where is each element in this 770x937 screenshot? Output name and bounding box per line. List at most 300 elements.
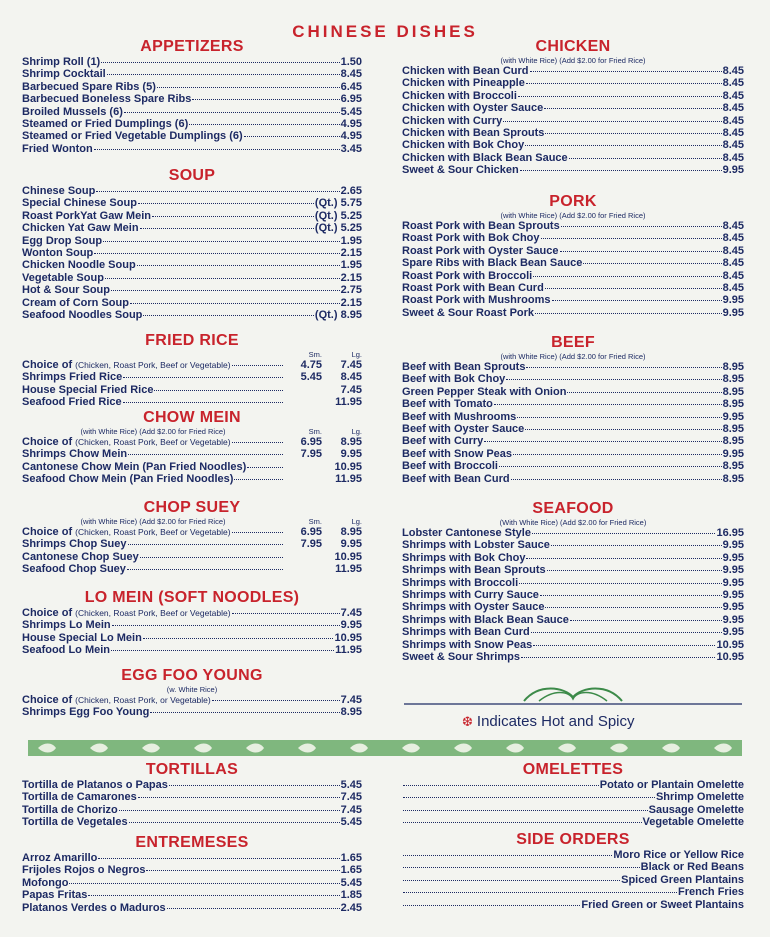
item-name: Sweet & Sour Shrimps <box>402 650 520 663</box>
leader-dots <box>98 850 339 859</box>
section-omelettes <box>402 761 744 829</box>
item-price: 9.95 <box>722 601 744 614</box>
item-name: Roast Pork with Broccoli <box>402 269 533 282</box>
leader-dots <box>119 802 340 811</box>
item-name: Shrimps Chow Mein <box>22 448 128 461</box>
leader-dots <box>143 307 314 316</box>
item-name: Shrimps Fried Rice <box>22 371 123 384</box>
section-note: (with White Rice) (Add $2.00 for Fried Rice) <box>80 427 226 436</box>
leader-dots <box>140 220 314 229</box>
leader-dots <box>112 617 340 626</box>
item-price: 7.45 <box>340 607 362 619</box>
leader-dots <box>128 536 283 545</box>
leader-dots <box>494 396 722 405</box>
leader-dots <box>128 446 283 455</box>
leader-dots <box>545 280 722 289</box>
item-price-large: 10.95 <box>334 460 362 473</box>
item-name: Beef with Tomato <box>402 398 493 411</box>
leader-dots <box>94 245 339 254</box>
section-title: ENTREMESES <box>135 834 249 851</box>
item-price: 7.45 <box>340 791 362 804</box>
section-title: CHOW MEIN <box>143 409 241 426</box>
item-list <box>402 779 744 829</box>
leader-dots <box>244 128 340 137</box>
item-list <box>402 65 744 177</box>
leader-dots <box>103 233 340 242</box>
item-price: 8.95 <box>722 398 744 411</box>
item-price: 10.95 <box>334 631 362 644</box>
leader-dots <box>94 141 340 150</box>
item-price: 8.95 <box>722 385 744 398</box>
item-price-large: 10.95 <box>334 550 362 563</box>
item-name: Chinese Soup <box>22 185 96 197</box>
leader-dots <box>403 814 642 823</box>
item-price-small: 6.95 <box>300 436 322 448</box>
item-price: 5.45 <box>340 816 362 829</box>
menu-item <box>22 448 362 460</box>
item-price: 10.95 <box>716 638 744 651</box>
leader-dots <box>403 859 640 868</box>
leader-dots <box>403 884 677 893</box>
item-name: Beef with Bok Choy <box>402 373 506 386</box>
leader-dots <box>484 433 721 442</box>
leader-dots <box>127 561 283 570</box>
leader-dots <box>583 255 721 264</box>
leader-dots <box>167 900 340 909</box>
item-price-large: 9.95 <box>340 538 362 551</box>
small-header: Sm. <box>308 350 322 359</box>
section-title: APPETIZERS <box>140 38 244 55</box>
menu-item <box>22 396 362 408</box>
hot-spicy-legend <box>462 713 635 730</box>
leaf-pattern <box>28 740 742 756</box>
item-name: Fried Wonton <box>22 142 93 155</box>
leader-dots <box>499 458 722 467</box>
item-name: Egg Drop Soup <box>22 234 103 247</box>
item-price: 8.45 <box>722 139 744 152</box>
item-price-small: 5.45 <box>300 371 322 384</box>
item-price: 9.95 <box>722 576 744 589</box>
ornament-divider <box>404 677 742 709</box>
item-name: Shrimps with Bean Sprouts <box>402 564 546 577</box>
section-title: SEAFOOD <box>532 500 614 517</box>
item-price: (Qt.) 8.95 <box>314 308 362 321</box>
leader-dots <box>513 446 722 455</box>
item-name: Seafood Lo Mein <box>22 644 110 657</box>
leader-dots <box>154 382 283 391</box>
item-price: 4.95 <box>340 130 362 143</box>
item-name: Papas Fritas <box>22 889 88 902</box>
item-price: 8.95 <box>722 422 744 435</box>
item-price: 8.45 <box>340 68 362 81</box>
item-price: 6.45 <box>340 80 362 93</box>
leader-dots <box>232 434 283 443</box>
leader-dots <box>247 459 283 468</box>
leader-dots <box>551 537 722 546</box>
small-header: Sm. <box>308 427 322 436</box>
hot-pepper-icon: ❆ <box>462 714 473 729</box>
leader-dots <box>552 292 722 301</box>
item-name: Green Pepper Steak with Onion <box>402 385 567 398</box>
item-list <box>22 694 362 719</box>
leader-dots <box>96 183 339 192</box>
menu-item <box>402 164 744 176</box>
section-chow-mein <box>22 409 362 486</box>
item-price: 8.45 <box>722 65 744 77</box>
item-name: Broiled Mussels (6) <box>22 105 123 118</box>
item-name: Roast Pork with Mushrooms <box>402 294 551 307</box>
item-price: 9.95 <box>722 564 744 577</box>
item-list <box>22 359 362 409</box>
item-name: Lobster Cantonese Style <box>402 527 531 539</box>
item-price-small: 6.95 <box>300 526 322 538</box>
item-list <box>402 361 744 485</box>
item-price-large: 7.45 <box>340 383 362 396</box>
item-name: Hot & Sour Soup <box>22 284 110 297</box>
item-list <box>22 607 362 657</box>
leader-dots <box>567 384 721 393</box>
leader-dots <box>232 357 283 366</box>
item-list <box>22 852 362 914</box>
item-name: Choice of <box>22 526 73 538</box>
section-title: SIDE ORDERS <box>516 831 630 848</box>
item-name: Arroz Amarillo <box>22 852 98 864</box>
item-price: 6.95 <box>340 93 362 106</box>
section-note: (With White Rice) (Add $2.00 for Fried Rice) <box>499 518 647 527</box>
item-name: Seafood Fried Rice <box>22 396 122 409</box>
menu-item <box>22 706 362 718</box>
item-price: 1.50 <box>340 56 362 68</box>
item-price: 7.45 <box>340 694 362 706</box>
item-price: 9.95 <box>340 619 362 632</box>
leader-dots <box>130 295 340 304</box>
leader-dots <box>570 612 722 621</box>
item-price: 8.45 <box>722 89 744 102</box>
leader-dots <box>403 777 599 786</box>
section-side-orders <box>402 831 744 911</box>
item-price: 8.45 <box>722 77 744 90</box>
item-name: Cantonese Chow Mein (Pan Fried Noodles) <box>22 460 247 473</box>
item-price: 2.65 <box>340 185 362 197</box>
item-name: Moro Rice or Yellow Rice <box>613 849 744 861</box>
item-name: Steamed or Fried Vegetable Dumplings (6) <box>22 130 243 143</box>
item-name: Shrimps with Curry Sauce <box>402 588 539 601</box>
item-price: 1.65 <box>340 852 362 864</box>
section-title: SOUP <box>168 167 216 184</box>
section-title: TORTILLAS <box>145 761 239 778</box>
item-price: 1.85 <box>340 889 362 902</box>
leader-dots <box>517 409 721 418</box>
leader-dots <box>143 630 334 639</box>
section-lo-mein <box>22 589 362 657</box>
menu-item <box>22 309 362 321</box>
item-name: Chicken with Bean Curd <box>402 65 529 77</box>
item-name: Chicken with Bean Sprouts <box>402 126 545 139</box>
item-name: Shrimps with Oyster Sauce <box>402 601 545 614</box>
item-price: 8.45 <box>722 114 744 127</box>
leader-dots <box>506 371 721 380</box>
section-title: PORK <box>549 193 597 210</box>
leader-dots <box>111 642 334 651</box>
page-title: CHINESE DISHES <box>292 22 478 41</box>
item-name: Shrimps with Broccoli <box>402 576 519 589</box>
item-price-large: 9.95 <box>340 448 362 461</box>
leader-dots <box>545 125 721 134</box>
item-name: Vegetable Omelette <box>642 816 744 829</box>
item-price-large: 8.45 <box>340 371 362 384</box>
item-name: Beef with Oyster Sauce <box>402 422 525 435</box>
leader-dots <box>518 88 722 97</box>
section-egg-foo-young <box>22 667 362 719</box>
item-price: 8.45 <box>722 244 744 257</box>
section-appetizers <box>22 38 362 155</box>
leader-dots <box>152 208 314 217</box>
small-header: Sm. <box>308 517 322 526</box>
item-price: 1.65 <box>340 864 362 877</box>
item-price: 2.15 <box>340 296 362 309</box>
item-price-large: 8.95 <box>340 526 362 538</box>
item-price: 8.45 <box>722 232 744 245</box>
item-name: Spiced Green Plantains <box>621 873 744 886</box>
large-header: Lg. <box>351 517 362 526</box>
item-name: Beef with Broccoli <box>402 460 498 473</box>
leader-dots <box>525 137 721 146</box>
item-list <box>402 849 744 911</box>
leader-dots <box>526 75 722 84</box>
leader-dots <box>526 550 721 559</box>
item-list <box>22 185 362 321</box>
item-name: Seafood Chow Mein (Pan Fried Noodles) <box>22 473 234 486</box>
item-name: Tortilla de Platanos o Papas <box>22 779 168 791</box>
item-list <box>22 56 362 155</box>
leader-dots <box>560 243 722 252</box>
menu-item <box>402 307 744 319</box>
menu-item <box>22 902 362 914</box>
leader-dots <box>561 218 722 227</box>
item-name: Shrimp Cocktail <box>22 68 106 81</box>
section-pork <box>402 193 744 319</box>
leader-dots <box>234 471 283 480</box>
item-price: 5.45 <box>340 105 362 118</box>
item-price: (Qt.) 5.25 <box>314 209 362 222</box>
item-price: 8.45 <box>722 269 744 282</box>
item-price: 16.95 <box>716 527 744 539</box>
item-price: 8.45 <box>722 220 744 232</box>
item-price: 5.45 <box>340 779 362 791</box>
item-price: 8.45 <box>722 102 744 115</box>
item-name: Sweet & Sour Chicken <box>402 164 519 177</box>
item-note: (Chicken, Roast Pork, Beef or Vegetable) <box>75 608 231 618</box>
item-price: 8.95 <box>722 373 744 386</box>
leader-dots <box>403 802 648 811</box>
leader-dots <box>533 637 715 646</box>
leader-dots <box>232 605 340 614</box>
leader-dots <box>138 789 340 798</box>
leader-dots <box>138 195 314 204</box>
leader-dots <box>544 100 721 109</box>
large-header: Lg. <box>351 350 362 359</box>
leader-dots <box>503 113 721 122</box>
item-name: Roast Pork with Bean Curd <box>402 281 544 294</box>
leader-dots <box>111 282 340 291</box>
item-note: (Chicken, Roast Pork, or Vegetable) <box>75 695 211 705</box>
section-seafood <box>402 500 744 663</box>
section-title: BEEF <box>551 334 595 351</box>
leader-dots <box>525 421 721 430</box>
leader-dots <box>533 268 721 277</box>
item-name: Choice of <box>22 607 73 619</box>
item-name: Roast Pork with Bean Sprouts <box>402 220 560 232</box>
section-note: (with White Rice) (Add $2.00 for Fried Rice) <box>500 56 646 65</box>
item-name: Shrimps with Bean Curd <box>402 626 530 639</box>
leader-dots <box>521 649 715 658</box>
item-price: 9.95 <box>722 539 744 552</box>
item-price: 9.95 <box>722 164 744 177</box>
item-price: 2.15 <box>340 271 362 284</box>
item-price: 2.45 <box>340 901 362 914</box>
section-chicken <box>402 38 744 177</box>
item-name: Tortilla de Camarones <box>22 791 137 804</box>
item-name: Barbecued Boneless Spare Ribs <box>22 93 192 106</box>
leader-dots <box>129 814 340 823</box>
item-name: Chicken Yat Gaw Mein <box>22 222 139 235</box>
item-price: (Qt.) 5.75 <box>314 197 362 210</box>
item-price: 11.95 <box>335 644 362 657</box>
item-name: Sweet & Sour Roast Pork <box>402 306 535 319</box>
item-name: Shrimps Lo Mein <box>22 619 111 632</box>
item-name: Beef with Curry <box>402 435 484 448</box>
item-price: 8.95 <box>722 435 744 448</box>
item-name: Chicken with Broccoli <box>402 89 517 102</box>
item-price: 9.95 <box>722 626 744 639</box>
menu-item <box>22 143 362 155</box>
size-header <box>22 350 362 359</box>
section-title: CHOP SUEY <box>143 499 241 516</box>
item-name: Platanos Verdes o Maduros <box>22 901 166 914</box>
item-price: 1.95 <box>340 259 362 272</box>
item-list <box>402 220 744 319</box>
item-price: (Qt.) 5.25 <box>314 222 362 235</box>
leader-dots <box>569 150 722 159</box>
item-name: Chicken with Curry <box>402 114 503 127</box>
section-soup <box>22 167 362 321</box>
item-price: 1.95 <box>340 234 362 247</box>
item-name: Cantonese Chop Suey <box>22 550 139 563</box>
item-name: Shrimp Omelette <box>655 791 744 804</box>
item-price: 8.45 <box>722 151 744 164</box>
section-note: (with White Rice) (Add $2.00 for Fried Rice) <box>500 211 646 220</box>
leader-dots <box>140 549 283 558</box>
item-name: Spare Ribs with Black Bean Sauce <box>402 257 583 270</box>
leader-dots <box>157 79 340 88</box>
section-fried-rice <box>22 332 362 409</box>
leader-dots <box>124 104 340 113</box>
leader-dots <box>520 162 722 171</box>
leader-dots <box>101 54 339 63</box>
item-price: 3.45 <box>340 142 362 155</box>
leader-dots <box>146 862 339 871</box>
item-price: 9.95 <box>722 306 744 319</box>
section-chop-suey <box>22 499 362 576</box>
leader-dots <box>403 872 620 881</box>
item-price-small: 7.95 <box>300 538 322 551</box>
leader-dots <box>189 116 339 125</box>
item-list <box>22 436 362 486</box>
section-beef <box>402 334 744 485</box>
item-name: Beef with Bean Curd <box>402 472 510 485</box>
leader-dots <box>232 524 283 533</box>
item-name: Shrimps Egg Foo Young <box>22 706 150 719</box>
leader-dots <box>535 305 722 314</box>
item-name: Shrimps with Black Bean Sauce <box>402 613 569 626</box>
item-name: Chicken Noodle Soup <box>22 259 136 272</box>
section-title: LO MEIN (SOFT NOODLES) <box>84 589 300 606</box>
item-price: 9.95 <box>722 551 744 564</box>
item-name: Chicken with Black Bean Sauce <box>402 151 568 164</box>
item-price: 10.95 <box>716 650 744 663</box>
section-title: EGG FOO YOUNG <box>121 667 263 684</box>
section-title: OMELETTES <box>522 761 624 778</box>
item-price: 8.95 <box>340 706 362 719</box>
item-name: Choice of <box>22 694 73 706</box>
item-name: Shrimps with Bok Choy <box>402 551 526 564</box>
item-price: 9.95 <box>722 294 744 307</box>
item-name: Roast Pork with Bok Choy <box>402 232 540 245</box>
menu-item <box>402 816 744 828</box>
menu-item <box>22 461 362 473</box>
item-name: Shrimps with Snow Peas <box>402 638 533 651</box>
item-name: Sausage Omelette <box>648 803 744 816</box>
leader-dots <box>526 359 721 368</box>
item-price-large: 11.95 <box>335 396 362 409</box>
section-entremeses <box>22 834 362 914</box>
leader-dots <box>150 704 339 713</box>
item-price: 2.75 <box>340 284 362 297</box>
item-name: Roast PorkYat Gaw Mein <box>22 209 151 222</box>
item-name: Frijoles Rojos o Negros <box>22 864 146 877</box>
legend-text: Indicates Hot and Spicy <box>476 713 635 730</box>
item-price: 9.95 <box>722 588 744 601</box>
item-price: 8.45 <box>722 281 744 294</box>
leader-dots <box>541 230 722 239</box>
large-header: Lg. <box>351 427 362 436</box>
item-price: 8.45 <box>722 126 744 139</box>
item-name: Seafood Chop Suey <box>22 563 126 576</box>
item-price-small: 7.95 <box>300 448 322 461</box>
item-price-large: 8.95 <box>340 436 362 448</box>
leader-dots <box>540 587 722 596</box>
item-name: Shrimps Chop Suey <box>22 538 127 551</box>
item-name: Seafood Noodles Soup <box>22 308 143 321</box>
item-price: 8.95 <box>722 460 744 473</box>
leader-dots <box>212 692 340 701</box>
item-price: 7.45 <box>340 803 362 816</box>
item-note: (Chicken, Roast Pork, Beef or Vegetable) <box>75 360 231 370</box>
item-name: House Special Lo Mein <box>22 631 142 644</box>
item-list <box>402 527 744 663</box>
decorative-band <box>28 740 742 756</box>
item-name: Potato or Plantain Omelette <box>599 779 744 791</box>
item-name: Chicken with Oyster Sauce <box>402 102 544 115</box>
menu-item <box>22 563 362 575</box>
menu-item <box>402 651 744 663</box>
item-price: 9.95 <box>722 447 744 460</box>
leader-dots <box>545 599 721 608</box>
item-name: Steamed or Fried Dumplings (6) <box>22 117 189 130</box>
item-name: Roast Pork with Oyster Sauce <box>402 244 559 257</box>
item-name: Fried Green or Sweet Plantains <box>581 898 744 911</box>
item-list <box>22 779 362 829</box>
